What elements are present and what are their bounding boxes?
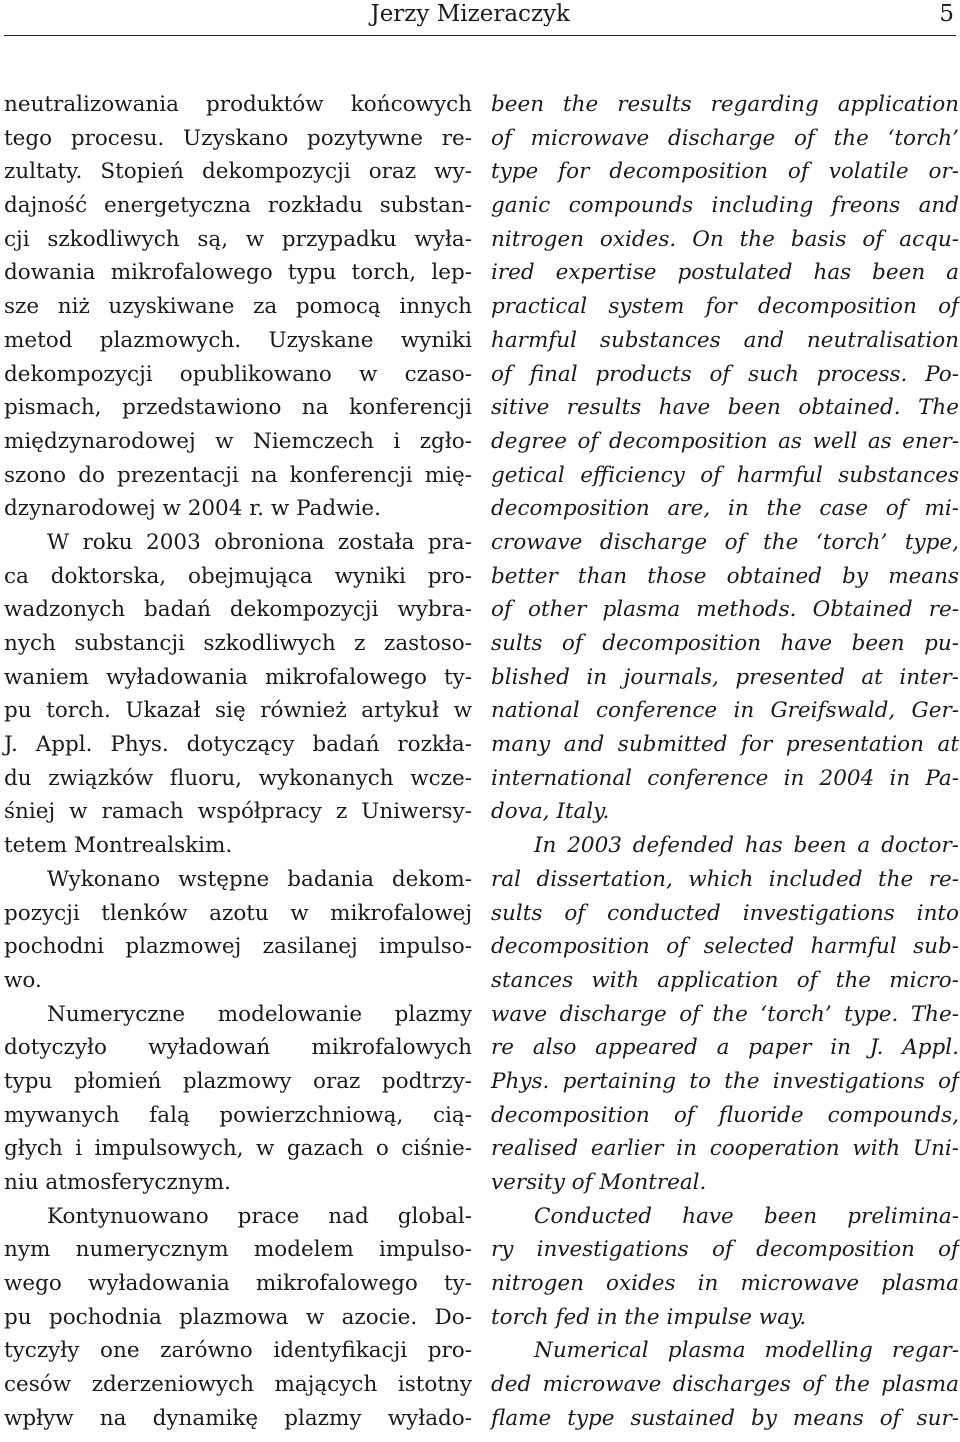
text-line: ired expertise postulated has been a xyxy=(491,260,959,286)
text-line: Numerical plasma modelling regar- xyxy=(534,1338,959,1364)
text-line: Kontynuowano prace nad global- xyxy=(47,1203,472,1229)
text-line: re also appeared a paper in J. Appl. xyxy=(491,1035,959,1061)
text-line: versity of Montreal. xyxy=(491,1170,707,1195)
text-line: cji szkodliwych są, w przypadku wyła- xyxy=(4,226,472,252)
text-line: crowave discharge of the ‘torch’ type, xyxy=(491,529,959,555)
text-line: realised earlier in cooperation with Uni- xyxy=(491,1136,959,1162)
text-line: dajność energetyczna rozkładu substan- xyxy=(4,193,472,219)
text-line: getical efficiency of harmful substances xyxy=(491,462,959,488)
text-line: du związków fluoru, wykonanych wcze- xyxy=(4,765,472,791)
text-line: neutralizowania produktów końcowych xyxy=(4,92,472,117)
text-line: pozycji tlenków azotu w mikrofalowej xyxy=(4,900,472,926)
text-line: harmful substances and neutralisation xyxy=(491,327,959,353)
text-line: national conference in Greifswald, Ger- xyxy=(491,698,959,724)
text-line: type for decomposition of volatile or- xyxy=(491,159,959,185)
text-line: decomposition of selected harmful sub- xyxy=(491,934,959,960)
text-line: been the results regarding application xyxy=(491,92,959,117)
text-line: torch fed in the impulse way. xyxy=(491,1304,807,1330)
text-line: metod plazmowych. Uzyskane wyniki xyxy=(4,327,472,353)
english-text-column xyxy=(491,88,959,1436)
text-line: nitrogen oxides. On the basis of acqu- xyxy=(491,226,959,252)
text-line: nych substancji szkodliwych z zastoso- xyxy=(4,631,472,656)
text-line: J. Appl. Phys. dotyczący badań rozkła- xyxy=(4,732,472,758)
text-line: typu płomień plazmowy oraz podtrzy- xyxy=(4,1068,472,1094)
page-header xyxy=(0,0,960,36)
text-line: international conference in 2004 in Pa- xyxy=(491,765,959,791)
text-line: wego wyładowania mikrofalowego ty- xyxy=(4,1271,472,1297)
text-line: ral dissertation, which included the re- xyxy=(491,866,959,892)
text-line: many and submitted for presentation at xyxy=(491,732,959,758)
text-line: Wykonano wstępne badania dekom- xyxy=(47,866,472,892)
text-line: blished in journals, presented at inter- xyxy=(491,664,959,690)
text-line: dzynarodowej w 2004 r. w Padwie. xyxy=(4,496,381,522)
text-line: pismach, przedstawiono na konferencji xyxy=(4,395,472,421)
text-line: cesów zderzeniowych mających istotny xyxy=(4,1372,472,1398)
text-line: pochodni plazmowej zasilanej impulso- xyxy=(4,934,472,960)
text-line: pu torch. Ukazał się również artykuł w xyxy=(4,698,472,724)
text-line: Numeryczne modelowanie plazmy xyxy=(47,1001,472,1027)
text-line: W roku 2003 obroniona została pra- xyxy=(47,529,472,555)
text-line: wave discharge of the ‘torch’ type. The- xyxy=(491,1001,959,1027)
running-header-author: Jerzy Mizeraczyk xyxy=(370,1,570,27)
text-line: sze niż uzyskiwane za pomocą innych xyxy=(4,294,472,320)
header-rule xyxy=(4,35,956,36)
text-line: practical system for decomposition of xyxy=(491,294,959,320)
text-line: decomposition are, in the case of mi- xyxy=(491,496,959,522)
text-line: wo. xyxy=(4,967,42,993)
text-line: niu atmosferycznym. xyxy=(4,1170,231,1195)
text-line: dowania mikrofalowego typu torch, lep- xyxy=(4,260,472,286)
text-line: ded microwave discharges of the plasma xyxy=(491,1372,959,1398)
text-line: stances with application of the micro- xyxy=(491,967,959,993)
text-line: Phys. pertaining to the investigations of xyxy=(491,1068,959,1094)
text-line: nitrogen oxides in microwave plasma xyxy=(491,1271,959,1297)
text-line: of final products of such process. Po- xyxy=(491,361,959,387)
text-line: In 2003 defended has been a doctor- xyxy=(534,833,959,859)
text-line: ca doktorska, obejmująca wyniki pro- xyxy=(4,563,472,589)
text-line: decomposition of fluoride compounds, xyxy=(491,1102,959,1128)
text-line: zultaty. Stopień dekompozycji oraz wy- xyxy=(4,159,472,185)
text-line: tego procesu. Uzyskano pozytywne re- xyxy=(4,125,472,151)
text-line: flame type sustained by means of sur- xyxy=(491,1405,959,1431)
text-line: dekompozycji opublikowano w czaso- xyxy=(4,361,472,387)
text-line: międzynarodowej w Niemczech i zgło- xyxy=(4,428,472,454)
polish-text-column xyxy=(4,88,472,1436)
text-line: degree of decomposition as well as ener- xyxy=(491,428,959,454)
text-line: sitive results have been obtained. The xyxy=(491,395,959,421)
text-line: szono do prezentacji na konferencji mię- xyxy=(4,462,472,488)
text-line: wadzonych badań dekompozycji wybra- xyxy=(4,597,472,623)
text-line: śniej w ramach współpracy z Uniwersy- xyxy=(4,799,472,825)
text-line: sults of conducted investigations into xyxy=(491,900,959,926)
text-line: of other plasma methods. Obtained re- xyxy=(491,597,959,623)
text-line: ry investigations of decomposition of xyxy=(491,1237,959,1263)
text-line: nym numerycznym modelem impulso- xyxy=(4,1237,472,1263)
text-line: dotyczyło wyładowań mikrofalowych xyxy=(4,1035,472,1061)
text-line: tetem Montrealskim. xyxy=(4,833,233,859)
text-line: głych i impulsowych, w gazach o ciśnie- xyxy=(4,1136,472,1162)
text-line: mywanych falą powierzchniową, cią- xyxy=(4,1102,472,1128)
text-line: waniem wyładowania mikrofalowego ty- xyxy=(4,664,472,690)
text-line: sults of decomposition have been pu- xyxy=(491,631,959,656)
text-line: better than those obtained by means xyxy=(491,563,959,589)
text-line: of microwave discharge of the ‘torch’ xyxy=(491,125,959,151)
text-line: dova, Italy. xyxy=(491,799,610,825)
text-line: pu pochodnia plazmowa w azocie. Do- xyxy=(4,1304,472,1330)
text-line: Conducted have been prelimina- xyxy=(534,1203,959,1229)
text-line: wpływ na dynamikę plazmy wyłado- xyxy=(4,1405,472,1431)
text-line: tyczyły one zarówno identyfikacji pro- xyxy=(4,1338,472,1364)
text-line: ganic compounds including freons and xyxy=(491,193,959,219)
page-number: 5 xyxy=(939,1,954,27)
